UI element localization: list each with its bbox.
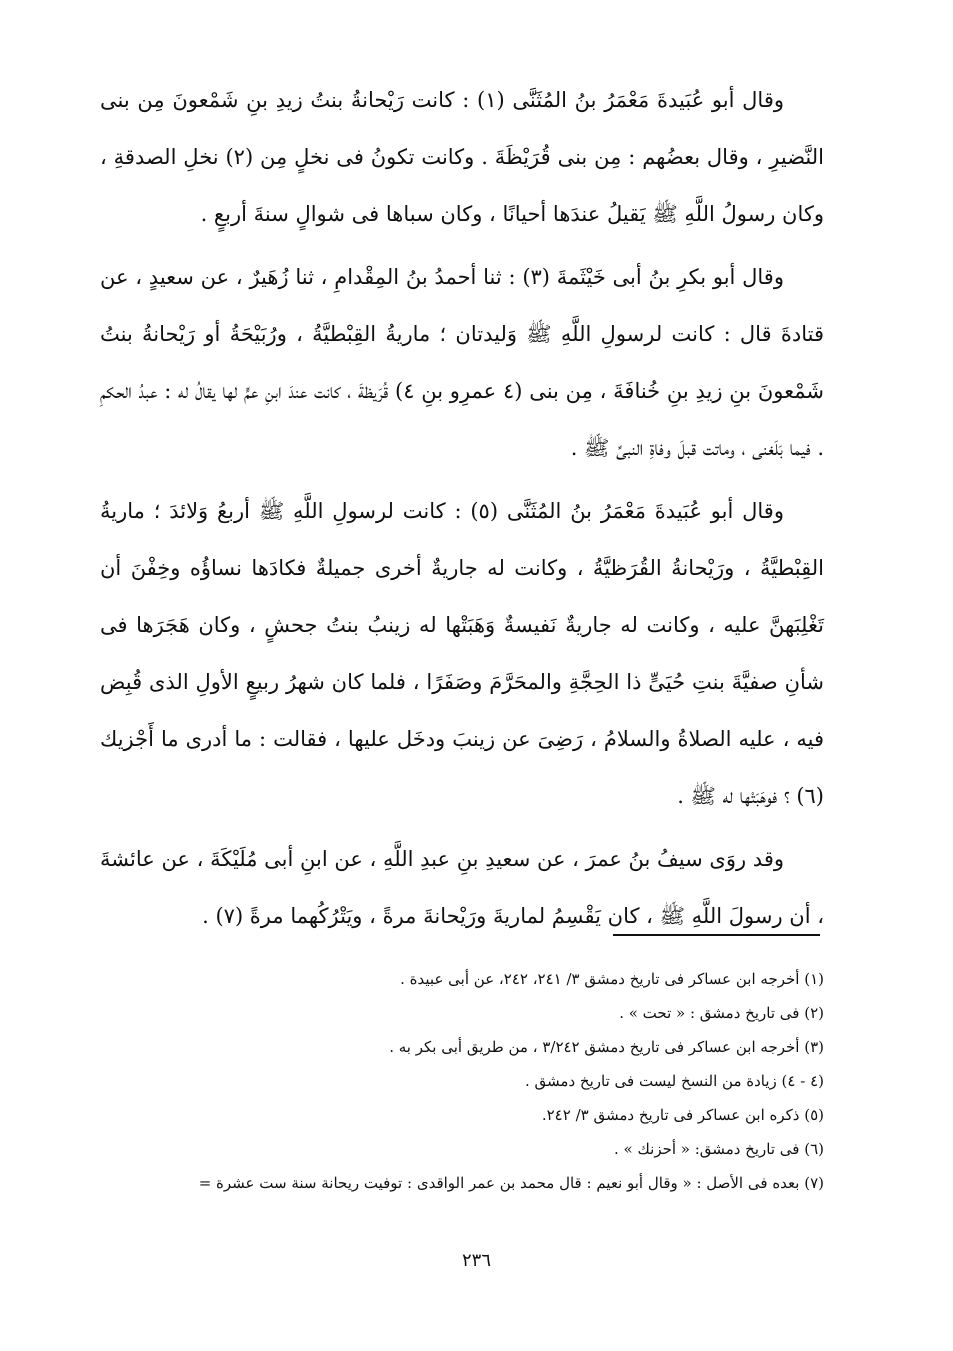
footnote-2: (٢) فى تاريخ دمشق : « تحت » . <box>619 1004 824 1022</box>
paragraph-4: وقد روَى سيفُ بنُ عمرَ ، عن سعيدِ بنِ عبدِ اللَّهِ ، عن ابنِ أبى مُلَيْكَةَ ، عن عائشةَ ، أن رسولَ اللَّهِ ﷺ ، كان يَقْسِمُ لماريةَ ورَيْحانةَ مرةً ، ويَتْرُكُهما مرةً (٧) . <box>100 847 824 928</box>
paragraph-1: وقال أبو عُبَيدةَ مَعْمَرُ بنُ المُثَنَّى (١) : كانت رَيْحانةُ بنتُ زيدِ بنِ شَمْعونَ مِن بنى النَّضيرِ ، وقال بعضُهم : مِن بنى قُرَيْظَةَ . وكانت تكونُ فى نخلٍ مِن (٢) نخلِ الصدقةِ ، وكان رسولُ اللَّهِ ﷺ يَقيلُ عندَها أحيانًا ، وكان سباها فى شوالٍ سنةَ أربعٍ . <box>100 88 824 226</box>
footnote-1: (١) أخرجه ابن عساكر فى تاريخ دمشق ٣/ ٢٤١، ٢٤٢، عن أبى عبيدة . <box>400 970 824 988</box>
footnote-5: (٥) ذكره ابن عساكر فى تاريخ دمشق ٣/ ٢٤٢. <box>541 1106 824 1124</box>
footnote-3: (٣) أخرجه ابن عساكر فى تاريخ دمشق ٣/٢٤٢ ، من طريق أبى بكر به . <box>389 1038 824 1056</box>
footnote-divider <box>613 934 820 936</box>
footnote-7: (٧) بعده فى الأصل : « وقال أبو نعيم : قال محمد بن عمر الواقدى : توفيت ريحانة سنة ست عشرة = <box>198 1174 824 1192</box>
footnote-4: (٤ - ٤) زيادة من النسخ ليست فى تاريخ دمشق . <box>525 1072 824 1090</box>
paragraph-2: وقال أبو بكرِ بنُ أبى خَيْثَمةَ (٣) : ثنا أحمدُ بنُ المِقْدامِ ، ثنا زُهَيرٌ ، عن سعيدٍ ، عن قتادةَ قال : كانت لرسولِ اللَّهِ ﷺ وَليدتان ؛ ماريةُ القِبْطيَّةُ ، ورُبَيْحَةُ أو رَيْحانةُ بنتُ شَمْعونَ بنِ زيدِ بنِ خُنافَةَ ، مِن بنى (٤ عمرِو بنِ ٤) قُرَيظةَ ، كانت عندَ ابنِ عمٍّ لها يقالُ له : عبدُ الحكمِ . فيما بَلَغنى ، وماتت قبلَ وفاةِ النبىِّ ﷺ . <box>100 265 824 460</box>
footnotes <box>100 962 824 1200</box>
page-number: ٢٣٦ <box>461 1250 491 1271</box>
footnote-6: (٦) فى تاريخ دمشق: « أحزنك » . <box>614 1140 824 1158</box>
paragraph-3: وقال أبو عُبَيدةَ مَعْمَرُ بنُ المُثَنَّى (٥) : كانت لرسولِ اللَّهِ ﷺ أربعُ وَلائدَ ؛ ماريةُ القِبْطيَّةُ ، ورَيْحانةُ القُرَظيَّةُ ، وكانت له جاريةٌ أخرى جميلةٌ فكادَها نساؤُه وخِفْنَ أن تَغْلِبَهنَّ عليه ، وكانت له جاريةٌ نَفيسةٌ وَهَبَتْها له زينبُ بنتُ جحشٍ ، وكان هَجَرَها فى شأنِ صفيَّةَ بنتِ حُيَىٍّ ذا الحِجَّةِ والمحَرَّمَ وصَفَرًا ، فلما كان شهرُ ربيعٍ الأولِ الذى قُبِض فيه ، عليه الصلاةُ والسلامُ ، رَضِىَ عن زينبَ ودخَل عليها ، فقالت : ما أدرى ما أَجْزيك (٦) ؟ فوهَبَتْها له ﷺ . <box>100 499 824 808</box>
main-text <box>100 72 824 951</box>
